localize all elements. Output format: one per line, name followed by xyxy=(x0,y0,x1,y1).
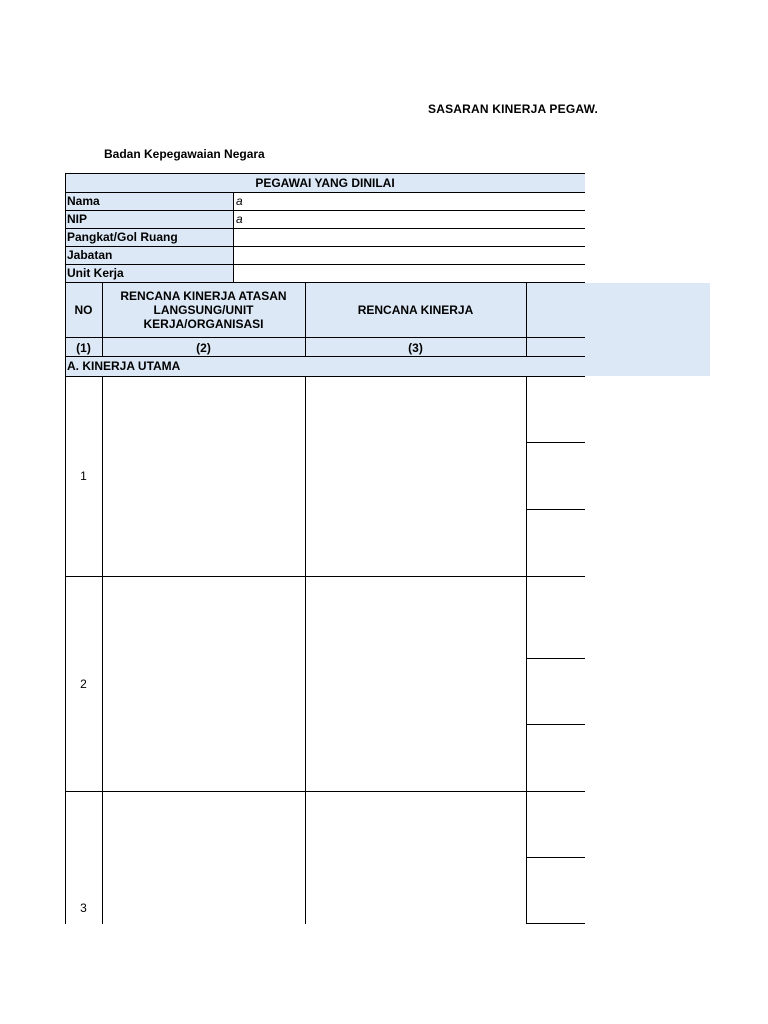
column-number-1: (1) xyxy=(76,341,91,355)
label-pangkat: Pangkat/Gol Ruang xyxy=(67,230,178,244)
organization-name: Badan Kepegawaian Negara xyxy=(104,147,265,161)
column-header-rencana: RENCANA KINERJA xyxy=(357,303,474,317)
row-number-1: 1 xyxy=(80,469,87,483)
column-header-atasan: RENCANA KINERJA ATASAN LANGSUNG/UNIT KERJA/ORGANISASI xyxy=(120,289,287,331)
value-nip[interactable]: a xyxy=(236,212,243,226)
row-number-3: 3 xyxy=(80,901,87,915)
label-jabatan: Jabatan xyxy=(67,248,113,262)
section-kinerja-utama: A. KINERJA UTAMA xyxy=(67,359,181,373)
column-number-3: (3) xyxy=(408,341,423,355)
document-title: SASARAN KINERJA PEGAW. xyxy=(428,102,598,116)
row-number-2: 2 xyxy=(80,677,87,691)
label-nama: Nama xyxy=(67,194,100,208)
employee-section-header: PEGAWAI YANG DINILAI xyxy=(255,176,395,190)
label-nip: NIP xyxy=(67,212,88,226)
label-unit-kerja: Unit Kerja xyxy=(67,266,124,280)
column-header-no: NO xyxy=(74,303,93,317)
value-nama[interactable]: a xyxy=(236,194,243,208)
column-number-2: (2) xyxy=(196,341,211,355)
